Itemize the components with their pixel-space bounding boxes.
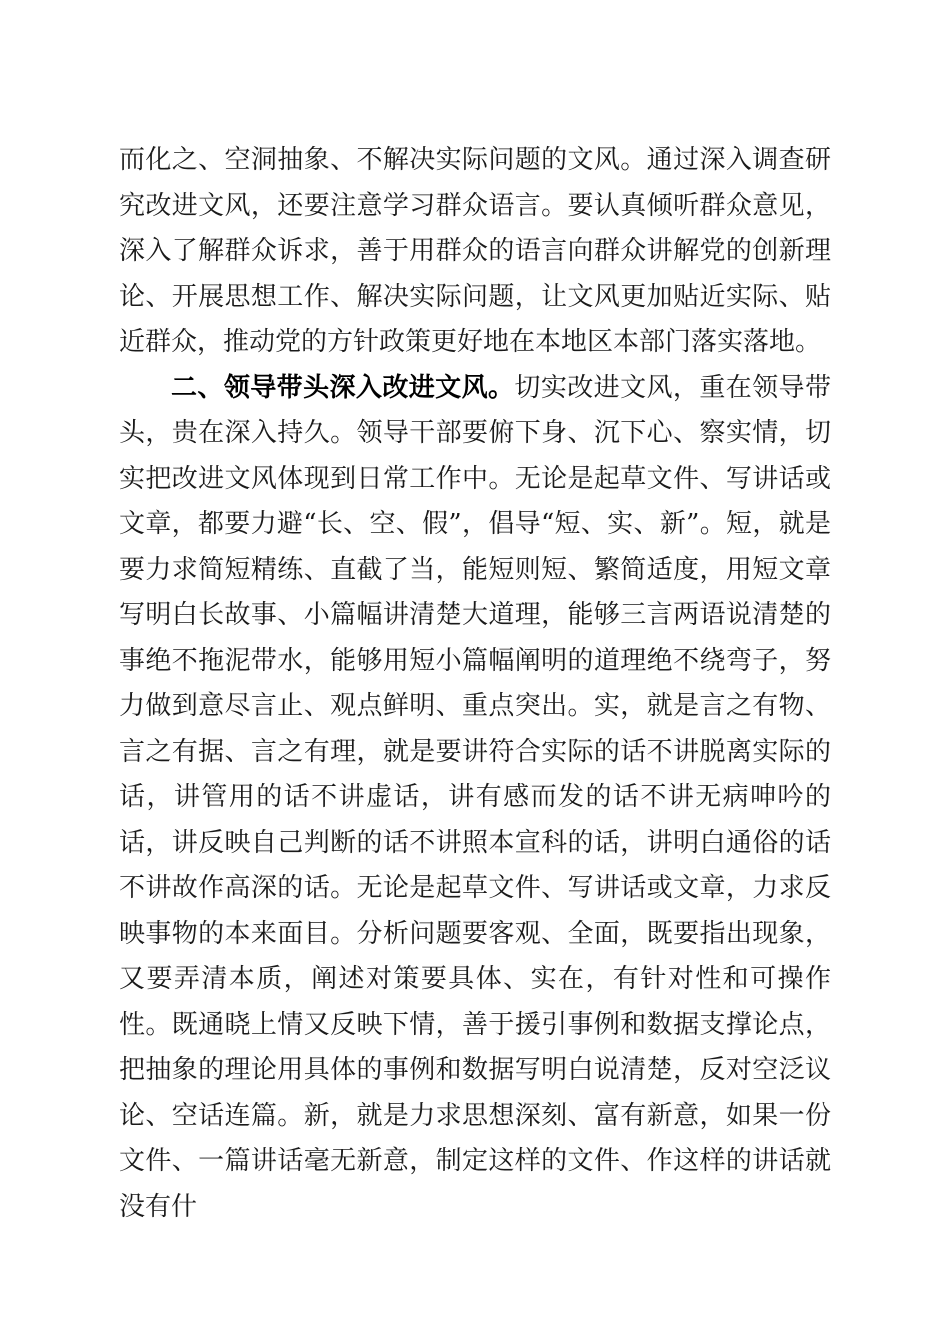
paragraph-continuation: 而化之、空洞抽象、不解决实际问题的文风。通过深入调查研究改进文风，还要注意学习群众语言。要认真倾听群众意见，深入了解群众诉求，善于用群众的语言向群众讲解党的创新理论、开展思想工作、解决实际问题，让文风更加贴近实际、贴近群众，推动党的方针政策更好地在本地区本部门落实落地。	[119, 145, 831, 357]
document-page	[119, 138, 831, 1230]
section-two-body: 切实改进文风，重在领导带头，贵在深入持久。领导干部要俯下身、沉下心、察实情，切实把改进文风体现到日常工作中。无论是起草文件、写讲话或文章，都要力避“长、空、假”，倡导“短、实、新”。短，就是要力求简短精练、直截了当，能短则短、繁简适度，用短文章写明白长故事、小篇幅讲清楚大道理，能够三言两语说清楚的事绝不拖泥带水，能够用短小篇幅阐明的道理绝不绕弯子，努力做到意尽言止、观点鲜明、重点突出。实，就是言之有物、言之有据、言之有理，就是要讲符合实际的话不讲脱离实际的话，讲管用的话不讲虚话，讲有感而发的话不讲无病呻吟的话，讲反映自己判断的话不讲照本宣科的话，讲明白通俗的话不讲故作高深的话。无论是起草文件、写讲话或文章，力求反映事物的本来面目。分析问题要客观、全面，既要指出现象，又要弄清本质，阐述对策要具体、实在，有针对性和可操作性。既通晓上情又反映下情，善于援引事例和数据支撑论点，把抽象的理论用具体的事例和数据写明白说清楚，反对空泛议论、空话连篇。新，就是力求思想深刻、富有新意，如果一份文件、一篇讲话毫无新意，制定这样的文件、作这样的讲话就没有什	[119, 372, 831, 1222]
section-two-heading: 二、领导带头深入改进文风。	[171, 372, 515, 403]
section-two-paragraph	[119, 366, 831, 1231]
